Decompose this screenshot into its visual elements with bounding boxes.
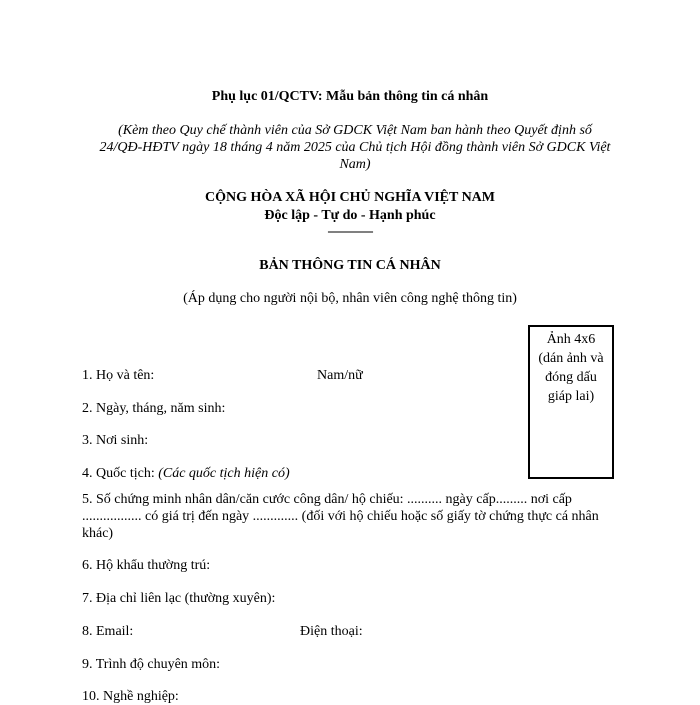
occupation-label: 10. Nghề nghiệp: (82, 689, 179, 704)
document-title: BẢN THÔNG TIN CÁ NHÂN (259, 258, 441, 273)
email-label: 8. Email: (82, 624, 134, 639)
appendix-title: Phụ lục 01/QCTV: Mẫu bản thông tin cá nhân (211, 89, 489, 104)
gender-label: Nam/nữ (317, 368, 363, 383)
contact-address-label: 7. Địa chỉ liên lạc (thường xuyên): (82, 591, 276, 606)
birth-place-label: 3. Nơi sinh: (82, 433, 149, 448)
national-title: CỘNG HÒA XÃ HỘI CHỦ NGHĨA VIỆT NAM (204, 190, 495, 205)
nationality-note: (Các quốc tịch hiện có) (158, 466, 290, 481)
motto-divider: --------------- (327, 224, 373, 238)
appendix-subtitle: (Kèm theo Quy chế thành viên của Sở GDCK Việt Nam ban hành theo Quyết định số 24/QĐ-HĐTV ngày 18 tháng 4 năm 2025 của Chủ tịch Hội đồng thành viên Sở GDCK Việt Nam) (99, 123, 611, 172)
education-label: 9. Trình độ chuyên môn: (82, 657, 221, 672)
full-name-label: 1. Họ và tên: (82, 368, 155, 383)
permanent-address-label: 6. Hộ khẩu thường trú: (82, 558, 211, 573)
national-motto: Độc lập - Tự do - Hạnh phúc (264, 208, 436, 223)
birth-date-label: 2. Ngày, tháng, năm sinh: (82, 401, 226, 416)
photo-placeholder-box: Ảnh 4x6 (dán ảnh và đóng dấu giáp lai) (528, 325, 614, 479)
nationality-label: 4. Quốc tịch: (82, 466, 155, 481)
id-number-label: 5. Số chứng minh nhân dân/căn cước công dân/ hộ chiếu: .......... ngày cấp......... nơi cấp ................. có giá trị đến ngày ............. (đối với hộ chiếu hoặc số giấy tờ chứng thực cá nhân khác) (82, 492, 599, 541)
nationality-row (82, 465, 290, 482)
applies-to-note: (Áp dụng cho người nội bộ, nhân viên công nghệ thông tin) (183, 291, 517, 306)
phone-label: Điện thoại: (300, 624, 363, 639)
